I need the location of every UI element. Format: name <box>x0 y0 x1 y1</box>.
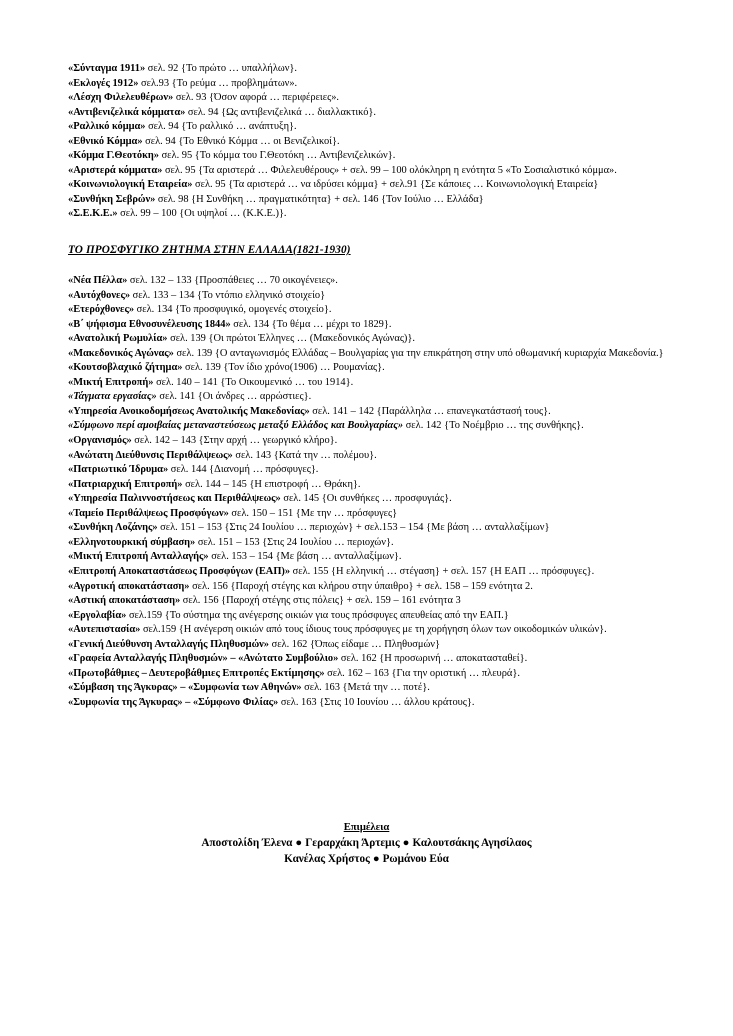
entry-term: «Συμφωνία της Άγκυρας» – «Σύμφωνο Φιλίας» <box>68 696 279 708</box>
entry-reference: σελ. 98 {Η Συνθήκη … πραγματικότητα} + σελ. 146 {Τον Ιούλιο … Ελλάδα} <box>155 193 484 205</box>
entry-reference: σελ.93 {Το ρεύμα … προβλημάτων». <box>138 77 298 89</box>
entry-reference: σελ. 132 – 133 {Προσπάθειες … 70 οικογένειες». <box>127 275 338 287</box>
entry-term: «Ραλλικό κόμμα» <box>68 121 146 133</box>
entry-reference: σελ. 156 {Παροχή στέγης και κλήρου στην ύπαιθρο} + σελ. 158 – 159 ενότητα 2. <box>189 580 533 592</box>
entry-reference: σελ. 153 – 154 {Με βάση … ανταλλαξίμων}. <box>208 551 402 563</box>
footer-credits <box>0 820 733 867</box>
glossary-entry <box>68 62 668 77</box>
glossary-entry <box>68 565 668 580</box>
glossary-entry <box>68 681 668 696</box>
entry-reference: σελ. 162 {Όπως είδαμε … Πληθυσμών} <box>269 638 440 650</box>
glossary-entry <box>68 609 668 624</box>
bullet-separator-icon: ● <box>295 837 303 849</box>
glossary-entry <box>68 550 668 565</box>
entry-term: «Εκλογές 1912» <box>68 77 139 89</box>
top-entry-list <box>68 62 668 222</box>
entry-term: «Πατριαρχική Επιτροπή» <box>68 478 183 490</box>
entry-reference: σελ. 134 {Το θέμα … μέχρι το 1829}. <box>230 318 392 330</box>
entry-term: «Σύνταγμα 1911» <box>68 63 146 74</box>
entry-reference: σελ. 162 {Η προσωρινή … αποκατασταθεί}. <box>338 653 528 665</box>
editor-name: Ρωμάνου Εύα <box>382 852 449 865</box>
bullet-separator-icon: ● <box>402 837 410 849</box>
entry-term: «Ετερόχθονες» <box>68 304 135 316</box>
editor-name: Καλουτσάκης Αγησίλαος <box>412 837 532 849</box>
entry-term: «Σύμβαση της Άγκυρας» – «Συμφωνία των Αθηνών» <box>68 682 302 694</box>
entry-term: «Επιτροπή Αποκαταστάσεως Προσφύγων (ΕΑΠ)» <box>68 565 291 577</box>
entry-term: «Υπηρεσία Παλιννοστήσεως και Περιθάλψεως» <box>68 493 281 505</box>
entry-term: «Ελληνοτουρκική σύμβαση» <box>68 536 196 548</box>
entry-term: «Κόμμα Γ.Θεοτόκη» <box>68 150 159 162</box>
editor-name: Γεραρχάκη Άρτεμις <box>305 837 400 849</box>
entry-term: «Αντιβενιζελικά κόμματα» <box>68 106 186 118</box>
glossary-entry <box>68 507 668 522</box>
glossary-entry <box>68 478 668 493</box>
entry-term: «Νέα Πέλλα» <box>68 275 128 287</box>
entry-reference: σελ.159 {Η ανέγερση οικιών από τους ίδιους τους πρόσφυγες με τη χορήγηση όλων των οικοδομικών υλικών}. <box>140 624 607 636</box>
entry-reference: σελ. 151 – 153 {Στις 24 Ιουλίου … περιοχών}. <box>195 536 394 548</box>
glossary-entry <box>68 149 668 164</box>
entry-term: «Συνθήκη Λοζάνης» <box>68 522 158 534</box>
editor-name: Αποστολίδη Έλενα <box>201 837 293 849</box>
glossary-entry <box>68 419 668 434</box>
glossary-entry <box>68 521 668 536</box>
glossary-entry <box>68 638 668 653</box>
entry-reference: σελ. 95 {Τα αριστερά … να ιδρύσει κόμμα} + σελ.91 {Σε κάποιες … Κοινωνιολογική Εταιρεία} <box>192 179 599 191</box>
glossary-entry <box>68 390 668 405</box>
glossary-entry <box>68 207 668 222</box>
entry-reference: σελ.159 {Το σύστημα της ανέγερσης οικιών για τους πρόσφυγες απευθείας από την ΕΑΠ.} <box>126 609 509 621</box>
glossary-entry <box>68 594 668 609</box>
entry-reference: σελ. 141 {Οι άνδρες … αρρώστιες}. <box>156 391 312 403</box>
entry-term: «Αυτεπιστασία» <box>68 624 141 636</box>
glossary-entry <box>68 135 668 150</box>
entry-term: «Ανώτατη Διεύθυνσις Περιθάλψεως» <box>68 449 233 461</box>
glossary-entry <box>68 289 668 304</box>
entry-term: «Γενική Διεύθυνση Ανταλλαγής Πληθυσμών» <box>68 638 269 650</box>
entry-term: «Τάγματα εργασίας» <box>68 391 157 403</box>
entry-reference: σελ. 94 {Το Εθνικό Κόμμα … οι Βενιζελικοί}. <box>142 135 340 147</box>
bullet-separator-icon: ● <box>372 852 380 865</box>
entry-term: «Πατριωτικό Ίδρυμα» <box>68 464 169 476</box>
entry-reference: σελ. 151 – 153 {Στις 24 Ιουλίου … περιοχών} + σελ.153 – 154 {Με βάση … ανταλλαξίμων} <box>157 522 550 534</box>
entry-reference: σελ. 95 {Το κόμμα του Γ.Θεοτόκη … Αντιβενιζελικών}. <box>158 150 396 162</box>
section-title-block <box>68 240 668 258</box>
entry-reference: σελ. 94 {Το ραλλικό … ανάπτυξη}. <box>145 121 297 133</box>
entry-reference: σελ. 94 {Ως αντιβενιζελικά … διαλλακτικό}. <box>185 106 376 118</box>
glossary-entry <box>68 405 668 420</box>
entry-reference: σελ. 139 {Ο ανταγωνισμός Ελλάδας – Βουλγαρίας για την επικράτηση στην υπό οθωμανική κυριαρχία Μακεδονία.} <box>173 347 664 359</box>
entry-reference: σελ. 141 – 142 {Παράλληλα … επανεγκατάστασή τους}. <box>309 405 551 417</box>
entry-reference: σελ. 92 {Το πρώτο … υπαλλήλων}. <box>145 63 298 74</box>
entry-reference: σελ. 155 {Η ελληνική … στέγαση} + σελ. 157 {Η ΕΑΠ … πρόσφυγες}. <box>290 565 595 577</box>
section-entry-list <box>68 274 668 710</box>
glossary-entry <box>68 106 668 121</box>
entry-term: «Σύμφωνο περί αμοιβαίας μεταναστεύσεως μεταξύ Ελλάδος και Βουλγαρίας» <box>68 420 404 432</box>
entry-reference: σελ. 139 {Τον ίδιο χρόνο(1906) … Ρουμανίας}. <box>182 362 385 374</box>
entry-term: «Ταμείο Περιθάλψεως Προσφύγων» <box>68 507 229 519</box>
glossary-entry <box>68 303 668 318</box>
glossary-entry <box>68 347 668 362</box>
entry-term: «Πρωτοβάθμιες – Δευτεροβάθμιες Επιτροπές Εκτίμησης» <box>68 667 325 679</box>
entry-term: «Αριστερά κόμματα» <box>68 164 163 176</box>
glossary-entry <box>68 623 668 638</box>
footer-names-line-1 <box>0 836 733 852</box>
glossary-entry <box>68 164 668 179</box>
entry-reference: σελ. 99 – 100 {Οι υψηλοί … (Κ.Κ.Ε.)}. <box>117 208 287 220</box>
entry-term: «Κοινωνιολογική Εταιρεία» <box>68 179 193 191</box>
entry-term: «Σ.Ε.Κ.Ε.» <box>68 208 118 220</box>
glossary-entry <box>68 178 668 193</box>
entry-term: «Μικτή Επιτροπή» <box>68 376 154 388</box>
entry-term: «Μακεδονικός Αγώνας» <box>68 347 174 359</box>
entry-reference: σελ. 145 {Οι συνθήκες … προσφυγιάς}. <box>280 493 452 505</box>
editor-name: Κανέλας Χρήστος <box>284 852 370 865</box>
entry-reference: σελ. 162 – 163 {Για την οριστική … πλευρά}. <box>324 667 520 679</box>
glossary-entry <box>68 696 668 711</box>
entry-term: «Ανατολική Ρωμυλία» <box>68 333 168 345</box>
entry-reference: σελ. 140 – 141 {Το Οικουμενικό … του 1914}. <box>153 376 354 388</box>
document-content <box>68 62 668 710</box>
glossary-entry <box>68 376 668 391</box>
glossary-entry <box>68 77 668 92</box>
entry-term: «Λέσχη Φιλελευθέρων» <box>68 92 174 104</box>
glossary-entry <box>68 667 668 682</box>
entry-term: «Μικτή Επιτροπή Ανταλλαγής» <box>68 551 209 563</box>
glossary-entry <box>68 193 668 208</box>
entry-reference: σελ. 95 {Τα αριστερά … Φιλελευθέρους» + σελ. 99 – 100 ολόκληρη η ενότητα 5 «Το Σοσιαλιστικό κόμμα». <box>162 164 617 176</box>
glossary-entry <box>68 91 668 106</box>
glossary-entry <box>68 274 668 289</box>
entry-reference: σελ. 133 – 134 {Το ντόπιο ελληνικό στοιχείο} <box>130 289 326 301</box>
glossary-entry <box>68 580 668 595</box>
glossary-entry <box>68 652 668 667</box>
entry-reference: σελ. 139 {Οι πρώτοι Έλληνες … (Μακεδονικός Αγώνας)}. <box>167 333 415 345</box>
entry-term: «Γραφεία Ανταλλαγής Πληθυσμών» – «Ανώτατο Συμβούλιο» <box>68 653 339 665</box>
entry-reference: σελ. 134 {Το προσφυγικό, ομογενές στοιχείο}. <box>134 304 332 316</box>
entry-reference: σελ. 142 {Το Νοέμβριο … της συνθήκης}. <box>403 420 584 432</box>
entry-reference: σελ. 93 {Όσον αφορά … περιφέρειες». <box>173 92 340 104</box>
glossary-entry <box>68 332 668 347</box>
entry-term: «Συνθήκη Σεβρών» <box>68 193 156 205</box>
glossary-entry <box>68 120 668 135</box>
entry-term: «Εργολαβία» <box>68 609 127 621</box>
entry-reference: σελ. 144 {Διανομή … πρόσφυγες}. <box>168 464 319 476</box>
entry-term: «Κουτσοβλαχικό ζήτημα» <box>68 362 183 374</box>
glossary-entry <box>68 492 668 507</box>
entry-reference: σελ. 143 {Κατά την … πολέμου}. <box>232 449 377 461</box>
entry-reference: σελ. 156 {Παροχή στέγης στις πόλεις} + σελ. 159 – 161 ενότητα 3 <box>180 595 461 607</box>
section-title: ΤΟ ΠΡΟΣΦΥΓΙΚΟ ΖΗΤΗΜΑ ΣΤΗΝ ΕΛΛΑΔΑ(1821-1930) <box>68 244 351 257</box>
glossary-entry <box>68 318 668 333</box>
entry-reference: σελ. 163 {Στις 10 Ιουνίου … άλλου κράτους}. <box>278 696 475 708</box>
glossary-entry <box>68 449 668 464</box>
entry-reference: σελ. 150 – 151 {Με την … πρόσφυγες} <box>228 507 398 519</box>
glossary-entry <box>68 434 668 449</box>
glossary-entry <box>68 361 668 376</box>
entry-term: «Οργανισμός» <box>68 435 132 447</box>
glossary-entry <box>68 463 668 478</box>
footer-names-line-2 <box>0 852 733 868</box>
entry-term: «Υπηρεσία Ανοικοδομήσεως Ανατολικής Μακεδονίας» <box>68 405 310 417</box>
entry-term: «Αστική αποκατάσταση» <box>68 595 181 607</box>
entry-term: «Αγροτική αποκατάσταση» <box>68 580 190 592</box>
glossary-entry <box>68 536 668 551</box>
entry-reference: σελ. 142 – 143 {Στην αρχή … γεωργικό κλήρο}. <box>131 435 338 447</box>
entry-term: «Αυτόχθονες» <box>68 289 131 301</box>
entry-reference: σελ. 144 – 145 {Η επιστροφή … Θράκη}. <box>182 478 361 490</box>
entry-reference: σελ. 163 {Μετά την … ποτέ}. <box>301 682 430 694</box>
footer-heading: Επιμέλεια <box>343 822 390 833</box>
entry-term: «Εθνικό Κόμμα» <box>68 135 143 147</box>
entry-term: «Β΄ ψήφισμα Εθνοσυνέλευσης 1844» <box>68 318 231 330</box>
